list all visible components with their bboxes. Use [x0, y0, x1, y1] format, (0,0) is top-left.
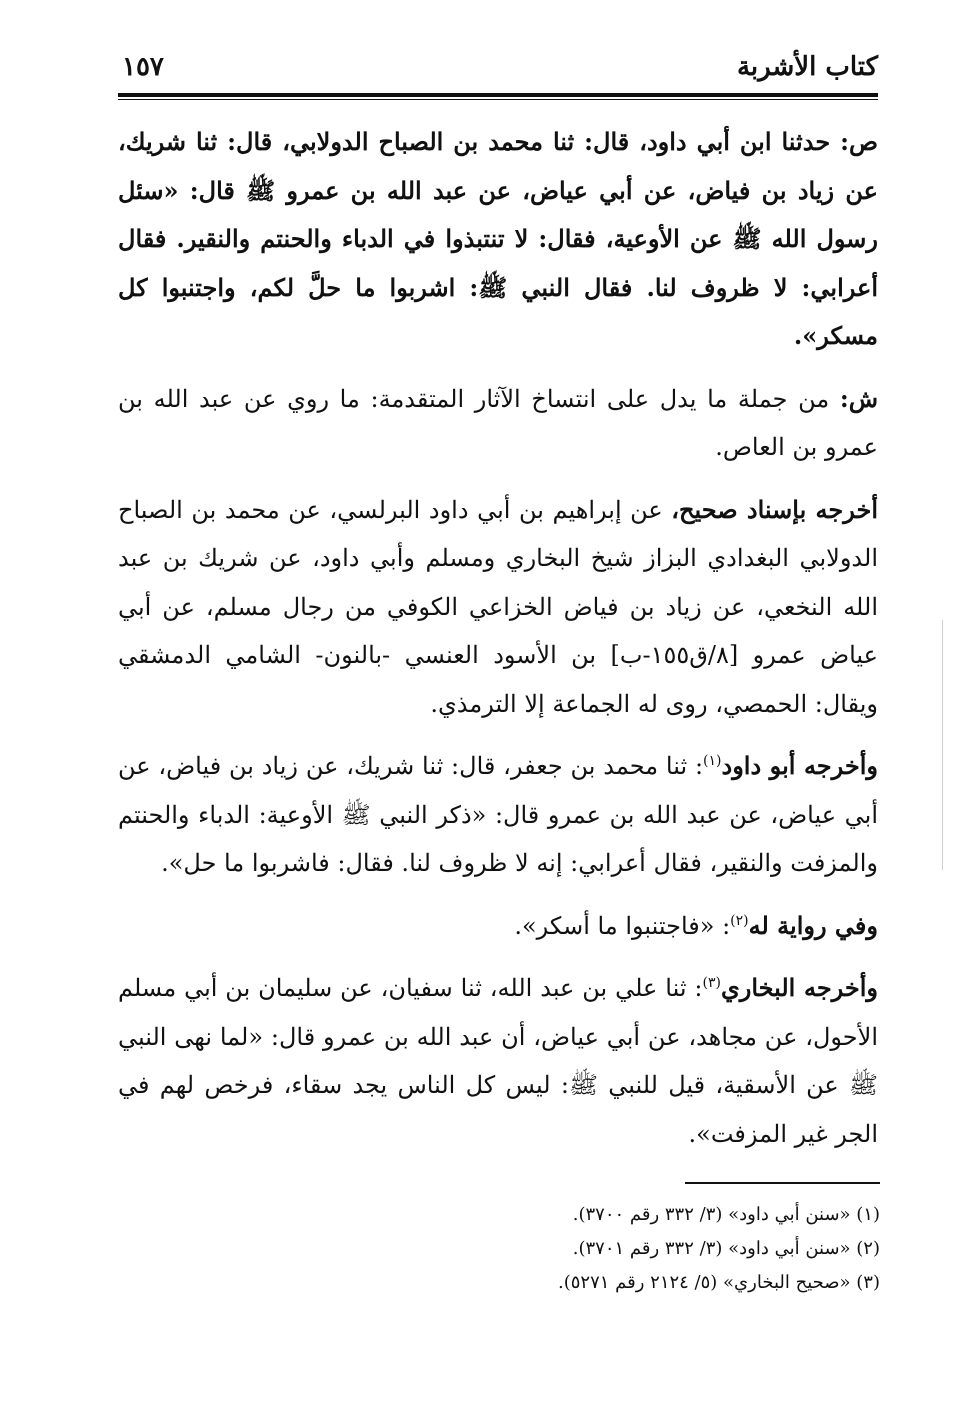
- paragraph-isnad: [118, 486, 878, 729]
- paragraph-text: : ثنا علي بن عبد الله، ثنا سفيان، عن سليمان بن أبي مسلم الأحول، عن مجاهد، عن أبي عياض، أن عبد الله بن عمرو قال: «لما نهى النبي ﷺ عن الأسقية، قيل للنبي ﷺ: ليس كل الناس يجد سقاء، فرخص لهم في الجر غير المزفت».: [118, 974, 878, 1148]
- paragraph-abu-dawud: [118, 742, 878, 888]
- footnote-3: (٣) «صحيح البخاري» (٥/ ٢١٢٤ رقم ٥٢٧١).: [558, 1272, 880, 1293]
- footnote-1: (١) «سنن أبي داود» (٣/ ٣٣٢ رقم ٣٧٠٠).: [572, 1204, 880, 1225]
- footnote-separator: [685, 1182, 880, 1184]
- paragraph-lead: ش:: [839, 383, 878, 413]
- paragraph-bukhari: [118, 964, 878, 1158]
- paragraph-text: : «فاجتنبوا ما أسكر».: [514, 911, 731, 940]
- paragraph-commentary: [118, 375, 878, 472]
- scan-edge-line: [942, 620, 943, 870]
- header-rule-thin: [118, 99, 878, 100]
- footnote-2: (٢) «سنن أبي داود» (٣/ ٣٣٢ رقم ٣٧٠١).: [572, 1238, 880, 1259]
- paragraph-text: ص: حدثنا ابن أبي داود، قال: ثنا محمد بن الصباح الدولابي، قال: ثنا شريك، عن زياد بن فياض، عن أبي عياض، عن عبد الله بن عمرو ﷺ قال: «سئل رسول الله ﷺ عن الأوعية، فقال: لا تنتبذوا في الدباء والحنتم والنقير. فقال أعرابي: لا ظروف لنا. فقال النبي ﷺ: اشربوا ما حلَّ لكم، واجتنبوا كل مسكر».: [118, 127, 878, 350]
- paragraph-text: : ثنا محمد بن جعفر، قال: ثنا شريك، عن زياد بن فياض، عن أبي عياض، عن عبد الله بن عمرو قال: «ذكر النبي ﷺ الأوعية: الدباء والحنتم والمزفت والنقير، فقال أعرابي: إنه لا ظروف لنا. فقال: فاشربوا ما حل».: [118, 752, 878, 877]
- footnote-marker[interactable]: (٣): [702, 975, 721, 991]
- paragraph-lead: وفي رواية له: [748, 910, 878, 940]
- paragraph-lead: أخرجه بإسناد صحيح،: [671, 494, 878, 524]
- running-header: [118, 52, 878, 92]
- footnote-marker[interactable]: (٢): [730, 912, 749, 929]
- header-rule-thick: [118, 93, 878, 97]
- footnotes: [380, 1198, 880, 1300]
- paragraph-text: من جملة ما يدل على انتساخ الآثار المتقدمة: ما روي عن عبد الله بن عمرو بن العاص.: [118, 384, 878, 461]
- main-text: [118, 118, 878, 1172]
- paragraph-lead: وأخرجه البخاري: [720, 973, 878, 1002]
- chapter-title: كتاب الأشربة: [736, 52, 878, 82]
- paragraph-hadith: [118, 118, 878, 361]
- paragraph-lead: وأخرجه أبو داود: [721, 751, 878, 780]
- footnote-marker[interactable]: (١): [703, 753, 722, 769]
- page-number: ١٥٧: [122, 52, 164, 82]
- paragraph-riwaya: [118, 902, 878, 951]
- paragraph-text: عن إبراهيم بن أبي داود البرلسي، عن محمد بن الصباح الدولابي البغدادي البزاز شيخ البخاري ومسلم وأبي داود، عن شريك بن عبد الله النخعي، عن زياد بن فياض الخزاعي الكوفي من رجال مسلم، عن أبي عياض عمرو [٨/ق١٥٥-ب] بن الأسود العنسي -بالنون- الشامي الدمشقي ويقال: الحمصي، روى له الجماعة إلا الترمذي.: [118, 495, 878, 718]
